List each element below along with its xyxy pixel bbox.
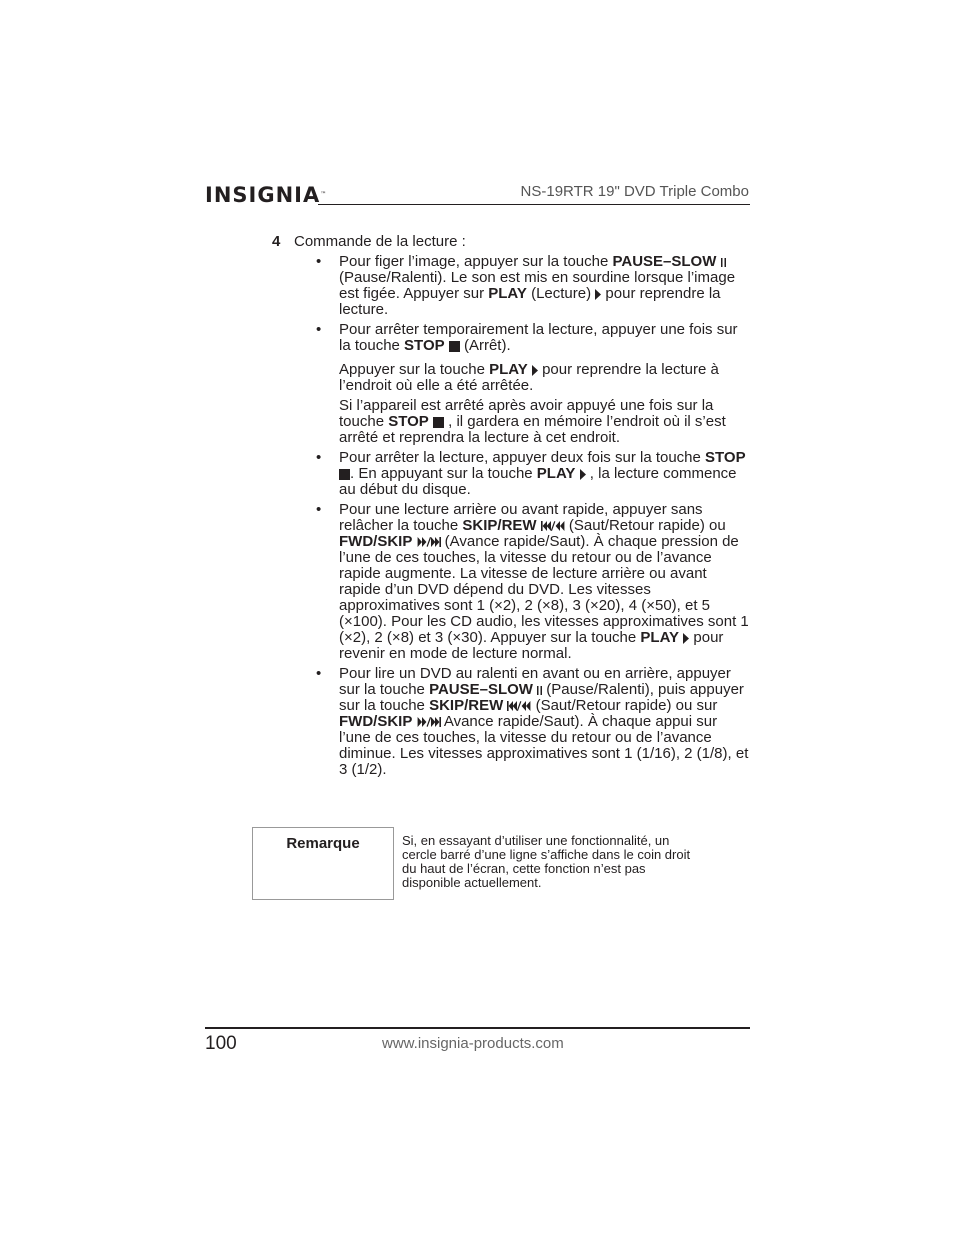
header-rule [318,204,750,205]
main-content [272,234,752,782]
bullet-dot: • [316,665,322,682]
note-text: Si, en essayant d’utiliser une fonctionnalité, un cercle barré d’une ligne s’affiche dans le coin droit du haut de l’écran, cette fonction n’est pas disponible actuellement. [402,833,691,890]
stop-icon [449,341,460,352]
note-label: Remarque [286,835,360,852]
paragraph: Pour figer l’image, appuyer sur la touche PAUSE–SLOW (Pause/Ralenti). Le son est mis en sourdine lorsque l’image est figée. Appuyer sur PLAY (Lecture) pour reprendre la lecture. [339,253,736,318]
bullet-list [272,254,752,778]
note-label-box [252,827,394,900]
paragraph: Pour arrêter temporairement la lecture, appuyer une fois sur la touche STOP (Arrêt). [339,321,738,354]
page-number: 100 [205,1033,237,1054]
bullet-dot: • [316,501,322,518]
fwd-skip-icon [417,717,441,727]
paragraph: Appuyer sur la touche PLAY pour reprendre la lecture à l’endroit où elle a été arrêtée. [339,361,719,394]
pause-icon [721,258,726,267]
list-item [316,501,752,662]
paragraph: Pour une lecture arrière ou avant rapide, appuyer sans relâcher la touche SKIP/REW (Saut/Retour rapide) ou FWD/SKIP (Avance rapide/Saut). À chaque pression de l’une de ces touches, la vitesse du retour ou de l’avance rapide augmente. La vitesse de lecture arrière ou avant rapide d’un DVD dépend du DVD. Les vitesses approximatives sont 1 (×2), 2 (×8), 3 (×20), 4 (×50), et 5 (×100). Pour les CD audio, les vitesses approximatives sont 1 (×2), 2 (×8) et 3 (×30). Appuyer sur la touche PLAY pour revenir en mode de lecture normal. [339,501,749,662]
stop-icon [339,469,350,480]
skip-rew-icon [507,701,531,711]
fwd-skip-icon [417,537,441,547]
header-title: NS-19RTR 19" DVD Triple Combo [520,183,749,200]
bullet-dot: • [316,253,322,270]
paragraph: Pour lire un DVD au ralenti en avant ou en arrière, appuyer sur la touche PAUSE–SLOW (Pause/Ralenti), puis appuyer sur la touche SKIP/REW (Saut/Retour rapide) ou sur FWD/SKIP Avance rapide/Saut). À chaque appui sur l’une de ces touches, la vitesse du retour ou de l’avance diminue. Les vitesses approximatives sont 1 (1/16), 2 (1/8), et 3 (1/2). [339,665,749,778]
logo-text: INSIGNIA [205,183,321,207]
footer-url: www.insignia-products.com [382,1035,564,1052]
list-item [316,253,752,318]
step-number: 4 [272,233,281,250]
footer-rule [205,1027,750,1029]
insignia-logo [205,183,326,207]
paragraph: Si l’appareil est arrêté après avoir appuyé une fois sur la touche STOP , il gardera en mémoire l’endroit où il s’est arrêté et reprendra la lecture à cet endroit. [339,397,726,446]
step-4 [272,234,752,250]
paragraph: Pour arrêter la lecture, appuyer deux fois sur la touche STOP . En appuyant sur la touche PLAY , la lecture commence au début du disque. [339,449,746,498]
logo-trademark: ™ [320,191,327,198]
skip-rew-icon [541,521,565,531]
list-item [316,321,752,446]
bullet-dot: • [316,321,322,338]
list-item [316,665,752,778]
bullet-dot: • [316,449,322,466]
step-title: Commande de la lecture : [294,233,466,250]
list-item [316,449,752,498]
stop-icon [433,417,444,428]
